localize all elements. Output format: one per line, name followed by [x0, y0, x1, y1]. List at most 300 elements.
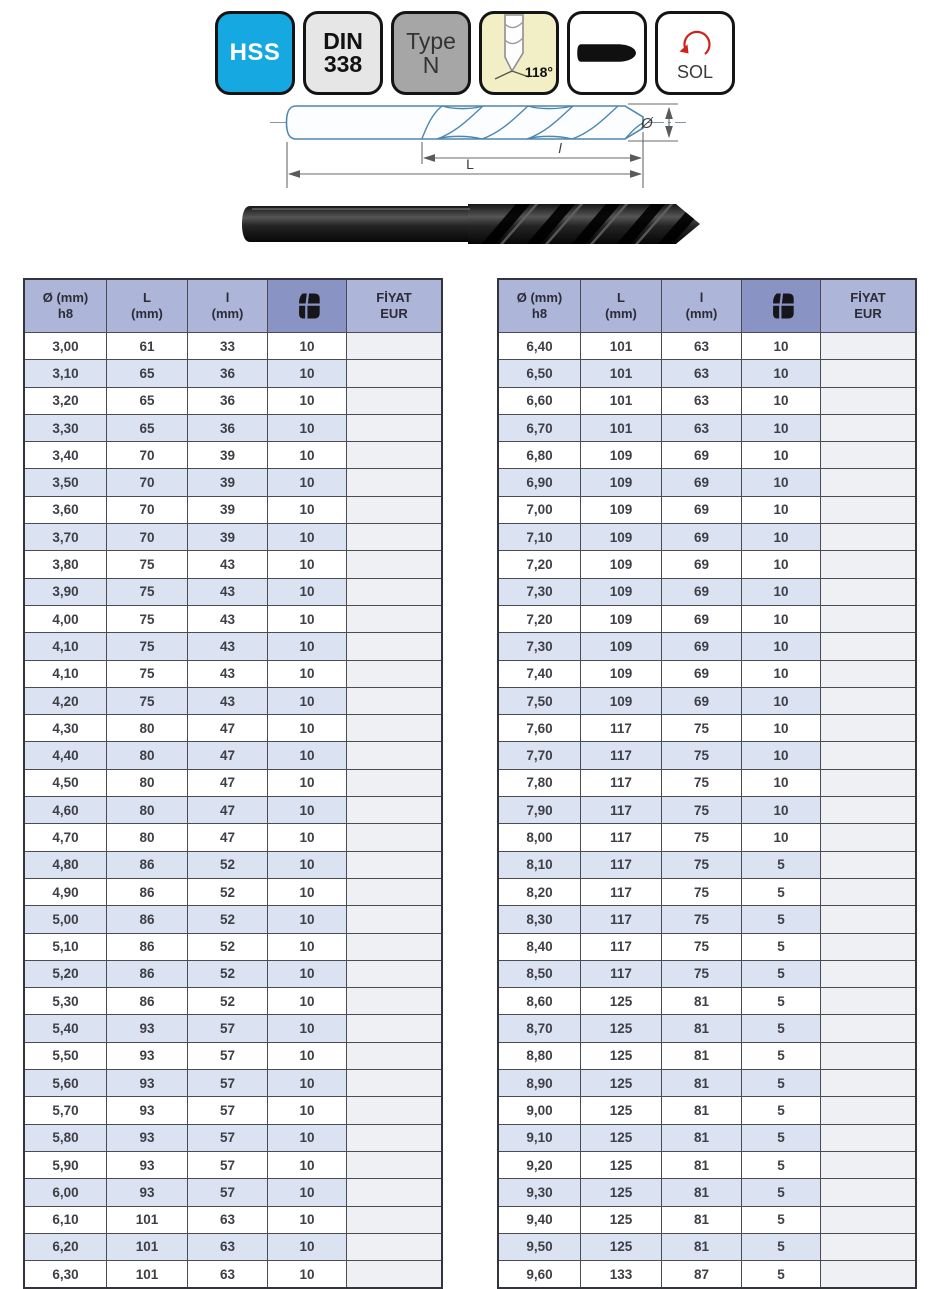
pack-qty-cell: 10 [267, 497, 346, 523]
overall-length-cell: 80 [106, 770, 187, 796]
diameter-cell: 8,10 [526, 857, 553, 873]
flute-length-cell: 39 [187, 497, 267, 523]
price-cell [820, 1043, 915, 1069]
price-cell [346, 633, 441, 659]
table-row [499, 1124, 915, 1151]
table-row [25, 1178, 441, 1205]
badge-hss [215, 11, 295, 95]
overall-length-cell: 117 [580, 906, 661, 932]
table-row [25, 1260, 441, 1287]
table-row [25, 769, 441, 796]
price-cell [820, 879, 915, 905]
overall-length-cell: 117 [580, 879, 661, 905]
diameter-cell: 7,20 [526, 557, 553, 573]
diameter-cell: 9,20 [526, 1157, 553, 1173]
overall-length-cell: 109 [580, 633, 661, 659]
hss-label: HSS [229, 39, 281, 66]
overall-length-cell: 125 [580, 988, 661, 1014]
diameter-cell: 8,80 [526, 1048, 553, 1064]
table-row [25, 414, 441, 441]
flute-length-cell: 47 [187, 715, 267, 741]
price-cell [346, 1261, 441, 1287]
price-cell [820, 415, 915, 441]
table-row [499, 550, 915, 577]
overall-length-cell: 109 [580, 524, 661, 550]
diameter-cell: 8,20 [526, 884, 553, 900]
left-rotation-arrow-icon [673, 24, 717, 64]
flute-length-cell: 57 [187, 1015, 267, 1041]
straight-shank-icon [576, 40, 638, 66]
flute-length-cell: 69 [661, 469, 741, 495]
flute-length-cell: 69 [661, 579, 741, 605]
pack-qty-cell: 10 [267, 852, 346, 878]
price-cell [346, 360, 441, 386]
diameter-cell: 3,30 [52, 420, 79, 436]
pack-qty-cell: 10 [267, 770, 346, 796]
table-row [25, 359, 441, 386]
price-cell [346, 388, 441, 414]
diameter-cell: 3,80 [52, 557, 79, 573]
price-cell [346, 442, 441, 468]
overall-length-cell: 61 [106, 333, 187, 359]
flute-length-cell: 63 [187, 1261, 267, 1287]
pack-qty-cell: 10 [267, 1152, 346, 1178]
pack-qty-cell: 10 [741, 333, 820, 359]
table-row [499, 1206, 915, 1233]
flute-length-cell: 81 [661, 1234, 741, 1260]
flute-length-cell: 81 [661, 1097, 741, 1123]
overall-length-cell: 101 [106, 1261, 187, 1287]
diameter-cell: 7,00 [526, 502, 553, 518]
table-row [25, 823, 441, 850]
pack-qty-cell: 10 [267, 1234, 346, 1260]
overall-length-cell: 75 [106, 661, 187, 687]
flute-length-cell: 69 [661, 606, 741, 632]
overall-length-cell: 86 [106, 988, 187, 1014]
flute-length-cell: 43 [187, 633, 267, 659]
price-cell [346, 797, 441, 823]
overall-length-label: L [466, 156, 474, 172]
flute-length-cell: 47 [187, 770, 267, 796]
pack-qty-cell: 10 [267, 333, 346, 359]
overall-length-cell: 86 [106, 906, 187, 932]
pack-qty-cell: 10 [741, 497, 820, 523]
overall-length-cell: 86 [106, 879, 187, 905]
diameter-cell: 7,10 [526, 529, 553, 545]
price-cell [820, 961, 915, 987]
overall-length-cell: 101 [580, 333, 661, 359]
flute-length-cell: 63 [661, 333, 741, 359]
pack-qty-cell: 10 [267, 961, 346, 987]
diameter-cell: 3,20 [52, 393, 79, 409]
diameter-cell: 5,30 [52, 993, 79, 1009]
table-row [499, 851, 915, 878]
table-row [25, 332, 441, 359]
price-cell [346, 934, 441, 960]
price-cell [820, 1234, 915, 1260]
column-header: Ø (mm) h8 [516, 290, 563, 321]
badge-din-338 [303, 11, 383, 95]
price-cell [346, 852, 441, 878]
table-row [25, 496, 441, 523]
overall-length-cell: 117 [580, 852, 661, 878]
flute-length-cell: 81 [661, 1207, 741, 1233]
price-cell [346, 661, 441, 687]
pack-qty-cell: 10 [741, 770, 820, 796]
pack-qty-cell: 10 [267, 1179, 346, 1205]
table-row [25, 550, 441, 577]
pack-qty-cell: 10 [741, 797, 820, 823]
table-row [499, 468, 915, 495]
overall-length-cell: 125 [580, 1207, 661, 1233]
overall-length-cell: 93 [106, 1152, 187, 1178]
price-cell [820, 469, 915, 495]
overall-length-cell: 75 [106, 606, 187, 632]
diameter-cell: 7,40 [526, 666, 553, 682]
flute-length-cell: 81 [661, 1125, 741, 1151]
table-row [25, 1233, 441, 1260]
din-line1: DIN [323, 27, 363, 54]
diameter-cell: 6,10 [52, 1212, 79, 1228]
overall-length-cell: 109 [580, 551, 661, 577]
diameter-cell: 6,80 [526, 447, 553, 463]
diameter-cell: 8,00 [526, 829, 553, 845]
pack-qty-cell: 10 [267, 388, 346, 414]
price-cell [820, 797, 915, 823]
overall-length-cell: 93 [106, 1179, 187, 1205]
table-row [25, 1069, 441, 1096]
diameter-label: Ø [641, 115, 653, 132]
overall-length-cell: 109 [580, 661, 661, 687]
diameter-cell: 7,30 [526, 584, 553, 600]
price-cell [820, 1070, 915, 1096]
flute-length-cell: 81 [661, 1015, 741, 1041]
flute-length-dimension [422, 132, 643, 188]
pack-qty-cell: 5 [741, 988, 820, 1014]
table-row [499, 605, 915, 632]
flute-length-cell: 81 [661, 1070, 741, 1096]
sol-label: SOL [676, 61, 714, 82]
flute-length-cell: 57 [187, 1125, 267, 1151]
price-cell [346, 906, 441, 932]
overall-length-cell: 117 [580, 824, 661, 850]
table-row [25, 714, 441, 741]
flute-length-cell: 39 [187, 442, 267, 468]
overall-length-cell: 109 [580, 606, 661, 632]
flute-length-cell: 43 [187, 661, 267, 687]
flute-length-cell: 75 [661, 715, 741, 741]
diameter-cell: 7,80 [526, 775, 553, 791]
flute-length-cell: 81 [661, 988, 741, 1014]
pack-qty-cell: 10 [741, 388, 820, 414]
pack-qty-cell: 10 [267, 1125, 346, 1151]
price-cell [346, 961, 441, 987]
diameter-cell: 6,40 [526, 338, 553, 354]
table-row [499, 823, 915, 850]
pack-qty-cell: 10 [267, 360, 346, 386]
pack-qty-cell: 10 [741, 606, 820, 632]
flute-length-cell: 57 [187, 1070, 267, 1096]
pack-qty-cell: 10 [267, 1261, 346, 1287]
price-cell [346, 333, 441, 359]
price-cell [346, 879, 441, 905]
diameter-cell: 5,20 [52, 966, 79, 982]
overall-length-cell: 125 [580, 1097, 661, 1123]
table-row [499, 1042, 915, 1069]
price-cell [820, 388, 915, 414]
pack-qty-cell: 10 [741, 579, 820, 605]
pack-qty-cell: 10 [741, 688, 820, 714]
table-row [499, 632, 915, 659]
overall-length-cell: 86 [106, 961, 187, 987]
table-row [499, 1233, 915, 1260]
pack-qty-cell: 10 [267, 579, 346, 605]
overall-length-cell: 65 [106, 388, 187, 414]
diameter-cell: 8,40 [526, 939, 553, 955]
diameter-cell: 9,50 [526, 1239, 553, 1255]
diameter-cell: 9,30 [526, 1184, 553, 1200]
overall-length-cell: 125 [580, 1070, 661, 1096]
overall-length-cell: 117 [580, 797, 661, 823]
diameter-cell: 3,90 [52, 584, 79, 600]
pack-qty-cell: 5 [741, 1261, 820, 1287]
flute-length-cell: 36 [187, 415, 267, 441]
table-row [499, 878, 915, 905]
table-header-row [25, 280, 441, 332]
diameter-cell: 4,70 [52, 829, 79, 845]
flute-length-cell: 63 [661, 388, 741, 414]
table-row [499, 714, 915, 741]
price-cell [820, 906, 915, 932]
overall-length-cell: 75 [106, 633, 187, 659]
overall-length-cell: 75 [106, 579, 187, 605]
flute-length-cell: 69 [661, 524, 741, 550]
pack-qty-cell: 5 [741, 1015, 820, 1041]
price-cell [820, 1015, 915, 1041]
table-row [499, 933, 915, 960]
diameter-cell: 5,50 [52, 1048, 79, 1064]
price-cell [820, 688, 915, 714]
table-row [25, 905, 441, 932]
diameter-cell: 4,50 [52, 775, 79, 791]
price-cell [346, 579, 441, 605]
price-cell [346, 1207, 441, 1233]
column-header: L (mm) [580, 280, 661, 332]
pack-qty-cell: 5 [741, 1070, 820, 1096]
overall-length-cell: 117 [580, 742, 661, 768]
pack-qty-cell: 10 [267, 442, 346, 468]
table-row [499, 1069, 915, 1096]
diameter-cell: 9,10 [526, 1130, 553, 1146]
diameter-cell: 5,40 [52, 1021, 79, 1037]
flute-length-cell: 36 [187, 360, 267, 386]
table-row [25, 741, 441, 768]
pack-qty-cell: 10 [741, 442, 820, 468]
price-cell [346, 1070, 441, 1096]
column-header: FİYAT EUR [820, 280, 915, 332]
flute-length-cell: 81 [661, 1179, 741, 1205]
diameter-cell: 6,60 [526, 393, 553, 409]
overall-length-cell: 125 [580, 1234, 661, 1260]
overall-length-cell: 109 [580, 442, 661, 468]
diameter-cell: 4,90 [52, 884, 79, 900]
overall-length-cell: 93 [106, 1097, 187, 1123]
table-row [499, 496, 915, 523]
diameter-cell: 5,70 [52, 1102, 79, 1118]
overall-length-cell: 109 [580, 688, 661, 714]
overall-length-cell: 65 [106, 415, 187, 441]
diameter-cell: 9,00 [526, 1102, 553, 1118]
price-cell [820, 606, 915, 632]
pack-qty-cell: 10 [741, 742, 820, 768]
flute-length-cell: 75 [661, 906, 741, 932]
overall-length-cell: 93 [106, 1125, 187, 1151]
price-cell [346, 1152, 441, 1178]
table-row [499, 332, 915, 359]
flute-length-cell: 69 [661, 633, 741, 659]
table-row [499, 523, 915, 550]
overall-length-cell: 70 [106, 524, 187, 550]
table-row [499, 359, 915, 386]
table-row [499, 387, 915, 414]
drill-technical-drawing [230, 96, 710, 190]
overall-length-cell: 109 [580, 579, 661, 605]
flute-length-cell: 75 [661, 742, 741, 768]
overall-length-cell: 125 [580, 1015, 661, 1041]
pack-qty-cell: 10 [267, 1043, 346, 1069]
overall-length-cell: 133 [580, 1261, 661, 1287]
price-cell [820, 442, 915, 468]
pack-qty-cell: 10 [267, 469, 346, 495]
pack-qty-cell: 5 [741, 1152, 820, 1178]
flute-length-cell: 57 [187, 1043, 267, 1069]
price-cell [346, 824, 441, 850]
size-table-right [497, 278, 917, 1289]
pack-qty-cell: 10 [267, 1207, 346, 1233]
diameter-cell: 3,60 [52, 502, 79, 518]
pack-qty-cell: 5 [741, 879, 820, 905]
table-row [25, 796, 441, 823]
type-line1: Type [406, 27, 456, 54]
table-row [25, 1014, 441, 1041]
price-cell [820, 524, 915, 550]
badge-point-angle [479, 11, 559, 95]
diameter-cell: 3,10 [52, 365, 79, 381]
column-header-package-qty-icon [741, 280, 820, 332]
table-row [499, 1178, 915, 1205]
flute-length-cell: 57 [187, 1097, 267, 1123]
table-row [25, 878, 441, 905]
table-row [25, 468, 441, 495]
price-cell [820, 1097, 915, 1123]
drill-photo [230, 192, 710, 256]
flute-length-cell: 47 [187, 797, 267, 823]
table-row [25, 687, 441, 714]
price-cell [346, 715, 441, 741]
price-cell [346, 770, 441, 796]
diameter-cell: 6,70 [526, 420, 553, 436]
diameter-cell: 7,20 [526, 611, 553, 627]
flute-length-label: l [558, 140, 562, 156]
pack-qty-cell: 10 [267, 661, 346, 687]
flute-length-cell: 52 [187, 852, 267, 878]
spec-badge-row [215, 11, 735, 95]
flute-length-cell: 52 [187, 906, 267, 932]
column-header: FİYAT EUR [346, 280, 441, 332]
pack-qty-cell: 10 [267, 551, 346, 577]
price-cell [346, 469, 441, 495]
flute-length-cell: 75 [661, 961, 741, 987]
pack-qty-cell: 5 [741, 906, 820, 932]
package-qty-icon [290, 291, 324, 321]
price-cell [346, 1015, 441, 1041]
diameter-cell: 8,90 [526, 1075, 553, 1091]
diameter-cell: 5,10 [52, 939, 79, 955]
price-cell [820, 770, 915, 796]
pack-qty-cell: 5 [741, 961, 820, 987]
diameter-cell: 8,30 [526, 911, 553, 927]
flute-length-cell: 39 [187, 469, 267, 495]
diameter-cell: 4,80 [52, 857, 79, 873]
flute-length-cell: 52 [187, 961, 267, 987]
overall-length-cell: 70 [106, 469, 187, 495]
pack-qty-cell: 10 [741, 415, 820, 441]
flute-length-cell: 63 [187, 1234, 267, 1260]
flute-length-cell: 43 [187, 606, 267, 632]
din-line2: 338 [323, 51, 363, 77]
table-row [499, 741, 915, 768]
overall-length-cell: 80 [106, 715, 187, 741]
pack-qty-cell: 10 [267, 688, 346, 714]
overall-length-cell: 117 [580, 934, 661, 960]
diameter-cell: 5,00 [52, 911, 79, 927]
table-row [499, 1260, 915, 1287]
diameter-cell: 6,90 [526, 475, 553, 491]
diameter-cell: 6,30 [52, 1266, 79, 1282]
type-line2: N [422, 52, 440, 78]
price-cell [346, 742, 441, 768]
diameter-cell: 3,70 [52, 529, 79, 545]
column-header: Ø (mm) h8 [42, 290, 89, 321]
pack-qty-cell: 5 [741, 1207, 820, 1233]
table-row [25, 960, 441, 987]
overall-length-cell: 65 [106, 360, 187, 386]
overall-length-cell: 70 [106, 497, 187, 523]
flute-length-cell: 47 [187, 742, 267, 768]
pack-qty-cell: 5 [741, 1179, 820, 1205]
flute-length-cell: 69 [661, 497, 741, 523]
price-cell [346, 524, 441, 550]
pack-qty-cell: 10 [267, 934, 346, 960]
overall-length-cell: 125 [580, 1152, 661, 1178]
diameter-cell: 5,80 [52, 1130, 79, 1146]
flute-length-cell: 81 [661, 1043, 741, 1069]
price-cell [346, 606, 441, 632]
overall-length-cell: 70 [106, 442, 187, 468]
price-cell [346, 1179, 441, 1205]
price-cell [346, 1125, 441, 1151]
flute-length-cell: 87 [661, 1261, 741, 1287]
price-cell [820, 579, 915, 605]
overall-length-cell: 117 [580, 715, 661, 741]
price-cell [820, 852, 915, 878]
diameter-cell: 8,60 [526, 993, 553, 1009]
overall-length-cell: 80 [106, 824, 187, 850]
table-row [25, 632, 441, 659]
table-row [25, 523, 441, 550]
pack-qty-cell: 10 [267, 1097, 346, 1123]
flute-length-cell: 43 [187, 579, 267, 605]
